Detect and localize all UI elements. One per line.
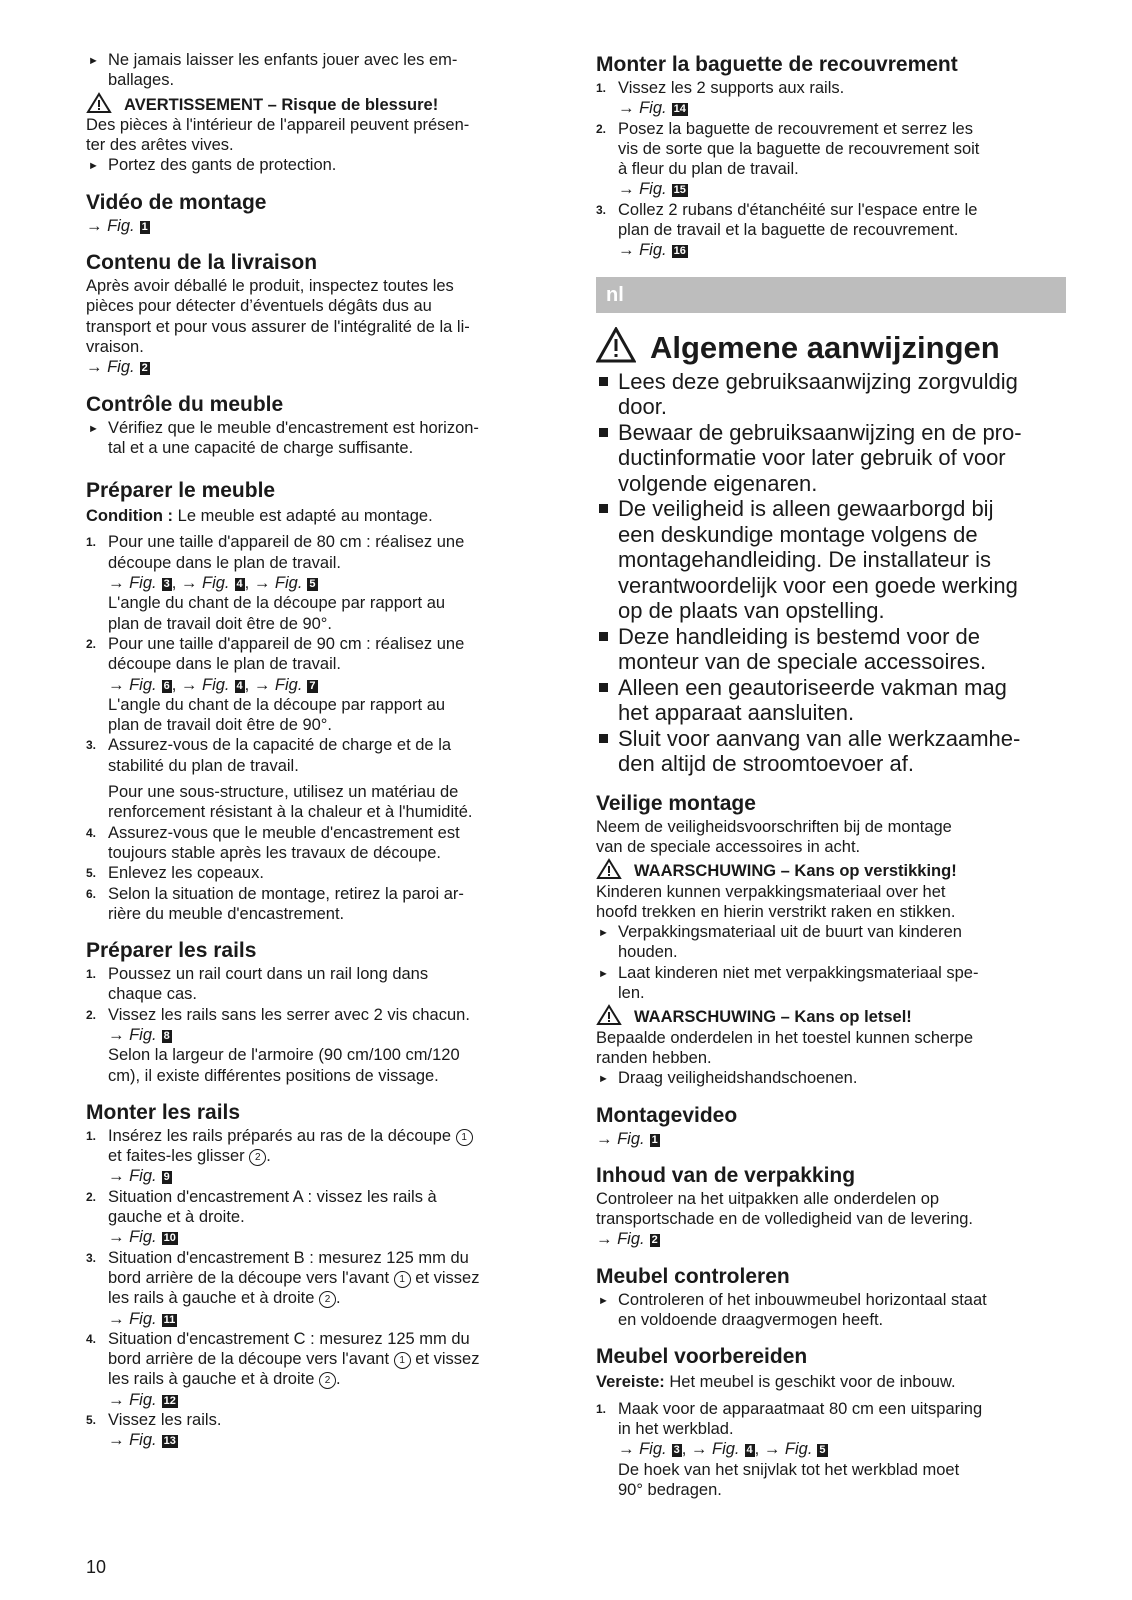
circled-number-icon: 1 — [394, 1352, 411, 1369]
general-heading: Algemene aanwijzingen — [596, 329, 1066, 367]
step: 5. Enlevez les copeaux. — [86, 864, 264, 883]
warning-icon — [596, 1004, 622, 1026]
step: 3. Assurez-vous de la capacité de charge et de la stabilité du plan de travail. Pour une sous-structure, utilisez un matériau de renforcement résistant à la chaleur et à l'humidité. — [86, 736, 473, 822]
fig-ref: → Fig. 3 , → Fig. 4 , → Fig. 5 — [618, 1440, 826, 1459]
warning-icon — [86, 92, 112, 114]
fig-ref: → Fig. 13 — [108, 1431, 176, 1450]
paragraph: Controleer na het uitpakken alle onderdelen op — [596, 1189, 940, 1208]
figure-number-badge: 3 — [673, 1444, 680, 1457]
figure-number-badge: 10 — [163, 1232, 176, 1245]
fig-ref: → Fig. 12 — [108, 1390, 176, 1409]
figure-number-badge: 1 — [141, 220, 148, 233]
circled-number-icon: 1 — [456, 1129, 473, 1146]
fig-ref: → Fig. 15 — [618, 180, 686, 199]
fig-ref: → Fig. 2 — [86, 358, 148, 377]
bullet-triangle-icon: ► — [88, 422, 99, 435]
bullet-square-icon — [599, 377, 608, 386]
step: 3. Collez 2 rubans d'étanchéité sur l'espace entre le plan de travail et la baguette de recouvrement. → Fig. 16 — [596, 200, 1066, 261]
section-heading: Meubel voorbereiden — [596, 1345, 808, 1369]
circled-number-icon: 2 — [249, 1149, 266, 1166]
section-heading: Vidéo de montage — [86, 190, 267, 214]
section-heading: Contrôle du meuble — [86, 392, 284, 416]
section-heading: Préparer les rails — [86, 939, 257, 963]
bullet-square-icon — [599, 734, 608, 743]
figure-number-badge: 15 — [673, 184, 686, 197]
fig-ref: → Fig. 1 — [86, 216, 148, 235]
language-bar: nl — [596, 277, 1066, 313]
step: 2. Pour une taille d'appareil de 90 cm : réalisez une découpe dans le plan de travail. → Fig. 6 , → Fig. 4 , → Fig. 7 L'angle du chant de la découpe par rapport au plan de travail doit être de 90°. — [86, 634, 556, 735]
warning-title: WAARSCHUWING – Kans op verstikking! — [596, 861, 1066, 881]
figure-number-badge: 6 — [163, 679, 170, 692]
list-item: Sluit voor aanvang van alle werkzaamhe- den altijd de stroomtoevoer af. — [596, 726, 1066, 777]
figure-number-badge: 5 — [819, 1444, 826, 1457]
fig-ref: → Fig. 8 — [108, 1025, 170, 1044]
bullet-square-icon — [599, 504, 608, 513]
figure-number-badge: 16 — [673, 245, 686, 258]
step: 1. Poussez un rail court dans un rail long dans chaque cas. — [86, 965, 429, 1004]
step: 5. Vissez les rails. → Fig. 13 — [86, 1410, 556, 1451]
condition: Condition : Le meuble est adapté au montage. — [86, 507, 433, 526]
figure-number-badge: 11 — [163, 1313, 176, 1326]
right-column: Monter la baguette de recouvrement 1. Vissez les 2 supports aux rails. → Fig. 14 2. Posez la baguette de recouvrement et serrez les vis de sorte que la baguette de recouvrement soit à fleur du plan de travail. → Fig. 15 3. Collez 2 rubans d'étanchéité sur l'espace entre le plan de travail et la baguette de recouvrement. → Fig. 16 nl Algemene aanwijzingen Lees deze gebruiksaanwijzing zorgvuldig door. Bewaar de gebruiksaanwijzing en de pro- ductinformatie voor later gebruik of voor volgende eigenaren. De veiligheid is alleen gewaarborgd bij een deskundige montage volgens de montagehandleiding. De installateur is verantwoordelijk voor een goede werking op de plaats van opstelling. Deze handleiding is bestemd voor de monteur van de speciale accessoires. Alleen een geautoriseerde vakman mag het apparaat aansluiten. Sluit voor aanvang van alle werkzaamhe- den altijd de stroomtoevoer af. Veilige montage Neem de veiligheidsvoorschriften bij de montage van de speciale accessoires in acht. WAARSCHUWING – Kans op verstikking! Kinderen kunnen verpakkingsmateriaal over het hoofd trekken en hierin verstrikt raken en stikken. ► Verpakkingsmateriaal uit de buurt van kinderen houden. ► Laat kinderen niet met verpakkingsmateriaal spe- len. WAARSCHUWING – Kans op letsel! Bepaalde onderdelen in het toestel kunnen scherpe randen hebben. ► Draag veiligheidshandschoenen. Montagevideo → Fig. 1 Inhoud van de verpakking Controleer na het uitpakken alle onderdelen op transportschade en de volledigheid van de levering. → Fig. 2 Meubel controleren ► Controleren of het inbouwmeubel horizontaal staat en voldoende draagvermogen heeft. Meubel voorbereiden Vereiste: Het meubel is geschikt voor de inbouw. 1. Maak voor de apparaatmaat 80 cm een uitsparing in het werkblad. → Fig. 3 , → Fig. 4 , → Fig. 5 De hoek van het snijvlak tot het werkblad moet 90° bedragen. — [596, 50, 1066, 1500]
figure-number-badge: 1 — [651, 1133, 658, 1146]
warning-title: WAARSCHUWING – Kans op letsel! — [596, 1007, 1066, 1027]
section-heading: Monter la baguette de recouvrement — [596, 53, 958, 76]
bullet-item: ► Verpakkingsmateriaal uit de buurt van kinderen houden. — [598, 923, 962, 962]
general-list — [596, 369, 1066, 777]
section-heading: Inhoud van de verpakking — [596, 1163, 856, 1187]
section-heading: Monter les rails — [86, 1100, 241, 1124]
warning-text: Des pièces à l'intérieur de l'appareil peuvent présen- — [86, 115, 470, 134]
figure-number-badge: 4 — [236, 578, 243, 591]
left-column: ► Ne jamais laisser les enfants jouer avec les em- ballages. AVERTISSEMENT – Risque de blessure! Des pièces à l'intérieur de l'appareil peuvent présen- ter des arêtes vives. ► Portez des gants de protection. Vidéo de montage → Fig. 1 Contenu de la livraison Après avoir déballé le produit, inspectez toutes les pièces pour détecter d’éventuels dégâts dus au transport et pour vous assurer de l'intégralité de la li- vraison. → Fig. 2 Contrôle du meuble ► Vérifiez que le meuble d'encastrement est horizon- tal et a une capacité de charge suffisante. Préparer le meuble Condition : Le meuble est adapté au montage. 1. Pour une taille d'appareil de 80 cm : réalisez une découpe dans le plan de travail. → Fig. 3 , → Fig. 4 , → Fig. 5 L'angle du chant de la découpe par rapport au plan de travail doit être de 90°. 2. Pour une taille d'appareil de 90 cm : réalisez une découpe dans le plan de travail. → Fig. 6 , → Fig. 4 , → Fig. 7 L'angle du chant de la découpe par rapport au plan de travail doit être de 90°. 3. Assurez-vous de la capacité de charge et de la stabilité du plan de travail. Pour une sous-structure, utilisez un matériau de renforcement résistant à la chaleur et à l'humidité. 4. Assurez-vous que le meuble d'encastrement est toujours stable après les travaux de découpe. 5. Enlevez les copeaux. 6. Selon la situation de montage, retirez la paroi ar- rière du meuble d'encastrement. Préparer les rails 1. Poussez un rail court dans un rail long dans chaque cas. 2. Vissez les rails sans les serrer avec 2 vis chacun. → Fig. 8 Selon la largeur de l'armoire (90 cm/100 cm/120 cm), il existe différentes positions de vissage. Monter les rails 1. Insérez les rails préparés au ras de la découpe 1 et faites-les glisser 2 . → Fig. 9 2. Situation d'encastrement A : vissez les rails à gauche et à droite. → Fig. 10 3. Situation d'encastrement B : mesurez 125 mm du bord arrière de la découpe vers l'avant 1 et vissez les rails à gauche et à droite 2 . → Fig. 11 4. Situation d'encastrement C : mesurez 125 mm du bord arrière de la découpe vers l'avant 1 et vissez les rails à gauche et à droite 2 . → Fig. 12 5. Vissez les rails. → Fig. 13 — [86, 50, 556, 1451]
fig-ref: → Fig. 3 , → Fig. 4 , → Fig. 5 — [108, 574, 316, 593]
figure-number-badge: 7 — [309, 679, 316, 692]
figure-number-badge: 4 — [236, 679, 243, 692]
step: 2. Situation d'encastrement A : vissez les rails à gauche et à droite. → Fig. 10 — [86, 1187, 556, 1248]
bullet-item: ► Laat kinderen niet met verpakkingsmateriaal spe- len. — [598, 963, 979, 1003]
step: 2. Vissez les rails sans les serrer avec 2 vis chacun. → Fig. 8 Selon la largeur de l'armoire (90 cm/100 cm/120 cm), il existe différentes positions de vissage. — [86, 1005, 556, 1086]
figure-number-badge: 2 — [651, 1234, 658, 1247]
figure-number-badge: 14 — [673, 103, 686, 116]
list-item: Bewaar de gebruiksaanwijzing en de pro- ductinformatie voor later gebruik of voor volgende eigenaren. — [596, 420, 1066, 497]
bullet-square-icon — [599, 683, 608, 692]
list-item: Alleen een geautoriseerde vakman mag het apparaat aansluiten. — [596, 675, 1066, 726]
figure-number-badge: 3 — [163, 578, 170, 591]
figure-number-badge: 8 — [163, 1029, 170, 1042]
circled-number-icon: 2 — [319, 1291, 336, 1308]
circled-number-icon: 2 — [319, 1372, 336, 1389]
list-item: Deze handleiding is bestemd voor de monteur van de speciale accessoires. — [596, 624, 1066, 675]
section-heading: Préparer le meuble — [86, 479, 276, 503]
fig-ref: → Fig. 9 — [108, 1167, 170, 1186]
section-heading: Veilige montage — [596, 791, 756, 815]
figure-number-badge: 5 — [309, 578, 316, 591]
step: 1. Vissez les 2 supports aux rails. → Fig. 14 — [596, 78, 1066, 119]
fig-ref: → Fig. 11 — [108, 1309, 176, 1328]
bullet-triangle-icon: ► — [598, 1294, 609, 1307]
bullet-triangle-icon: ► — [598, 1073, 609, 1086]
bullet-item: ► Controleren of het inbouwmeubel horizontaal staat en voldoende draagvermogen heeft. — [598, 1290, 987, 1330]
step: 3. Situation d'encastrement B : mesurez 125 mm du bord arrière de la découpe vers l'avant 1 et vissez les rails à gauche et à droite 2 . → Fig. 11 — [86, 1248, 556, 1329]
figure-number-badge: 4 — [746, 1444, 753, 1457]
bullet-square-icon — [599, 428, 608, 437]
fig-ref: → Fig. 6 , → Fig. 4 , → Fig. 7 — [108, 675, 316, 694]
bullet-triangle-icon: ► — [598, 967, 609, 980]
step: 4. Situation d'encastrement C : mesurez 125 mm du bord arrière de la découpe vers l'avant 1 et vissez les rails à gauche et à droite 2 . → Fig. 12 — [86, 1329, 556, 1410]
bullet-triangle-icon: ► — [88, 160, 99, 173]
figure-number-badge: 2 — [141, 362, 148, 375]
section-heading: Meubel controleren — [596, 1264, 790, 1288]
fig-ref: → Fig. 10 — [108, 1228, 176, 1247]
bullet-item: ► Draag veiligheidshandschoenen. — [596, 1068, 1066, 1088]
section-heading: Contenu de la livraison — [86, 251, 318, 275]
step: 6. Selon la situation de montage, retirez la paroi ar- rière du meuble d'encastrement. — [86, 884, 464, 923]
figure-number-badge: 13 — [163, 1435, 176, 1448]
warning-icon — [596, 858, 622, 880]
warning-icon — [596, 327, 636, 363]
page-number: 10 — [86, 1557, 107, 1577]
figure-number-badge: 9 — [163, 1171, 170, 1184]
bullet-triangle-icon: ► — [88, 55, 99, 67]
bullet-item: ► Vérifiez que le meuble d'encastrement est horizon- tal et a une capacité de charge suffisante. — [88, 418, 479, 457]
circled-number-icon: 1 — [394, 1271, 411, 1288]
step: 4. Assurez-vous que le meuble d'encastrement est toujours stable après les travaux de découpe. — [86, 823, 460, 862]
section-heading: Montagevideo — [596, 1103, 738, 1127]
intro-bullet: ► Ne jamais laisser les enfants jouer avec les em- ballages. — [88, 51, 458, 90]
warning-title: AVERTISSEMENT – Risque de blessure! — [86, 95, 556, 115]
step: 1. Pour une taille d'appareil de 80 cm : réalisez une découpe dans le plan de travail. → Fig. 3 , → Fig. 4 , → Fig. 5 L'angle du chant de la découpe par rapport au plan de travail doit être de 90°. — [86, 532, 556, 633]
fig-ref: → Fig. 14 — [618, 99, 686, 118]
warning-bullet: ► Portez des gants de protection. — [86, 155, 556, 175]
bullet-square-icon — [599, 632, 608, 641]
list-item: De veiligheid is alleen gewaarborgd bij een deskundige montage volgens de montagehandleiding. De installateur is verantwoordelijk voor een goede werking op de plaats van opstelling. — [596, 496, 1066, 624]
paragraph: Neem de veiligheidsvoorschriften bij de montage — [596, 817, 952, 836]
list-item: Lees deze gebruiksaanwijzing zorgvuldig door. — [596, 369, 1066, 420]
condition: Vereiste: Het meubel is geschikt voor de inbouw. — [596, 1373, 956, 1392]
figure-number-badge: 12 — [163, 1394, 176, 1407]
step: 2. Posez la baguette de recouvrement et serrez les vis de sorte que la baguette de recouvrement soit à fleur du plan de travail. → Fig. 15 — [596, 119, 1066, 200]
fig-ref: → Fig. 2 — [596, 1230, 658, 1249]
fig-ref: → Fig. 1 — [596, 1129, 658, 1148]
step: 1. Maak voor de apparaatmaat 80 cm een uitsparing in het werkblad. → Fig. 3 , → Fig. 4 , → Fig. 5 De hoek van het snijvlak tot het werkblad moet 90° bedragen. — [596, 1399, 1066, 1500]
fig-ref: → Fig. 16 — [618, 241, 686, 260]
bullet-triangle-icon: ► — [598, 927, 609, 940]
paragraph: Après avoir déballé le produit, inspectez toutes les — [86, 277, 454, 296]
step: 1. Insérez les rails préparés au ras de la découpe 1 et faites-les glisser 2 . → Fig. 9 — [86, 1126, 556, 1187]
